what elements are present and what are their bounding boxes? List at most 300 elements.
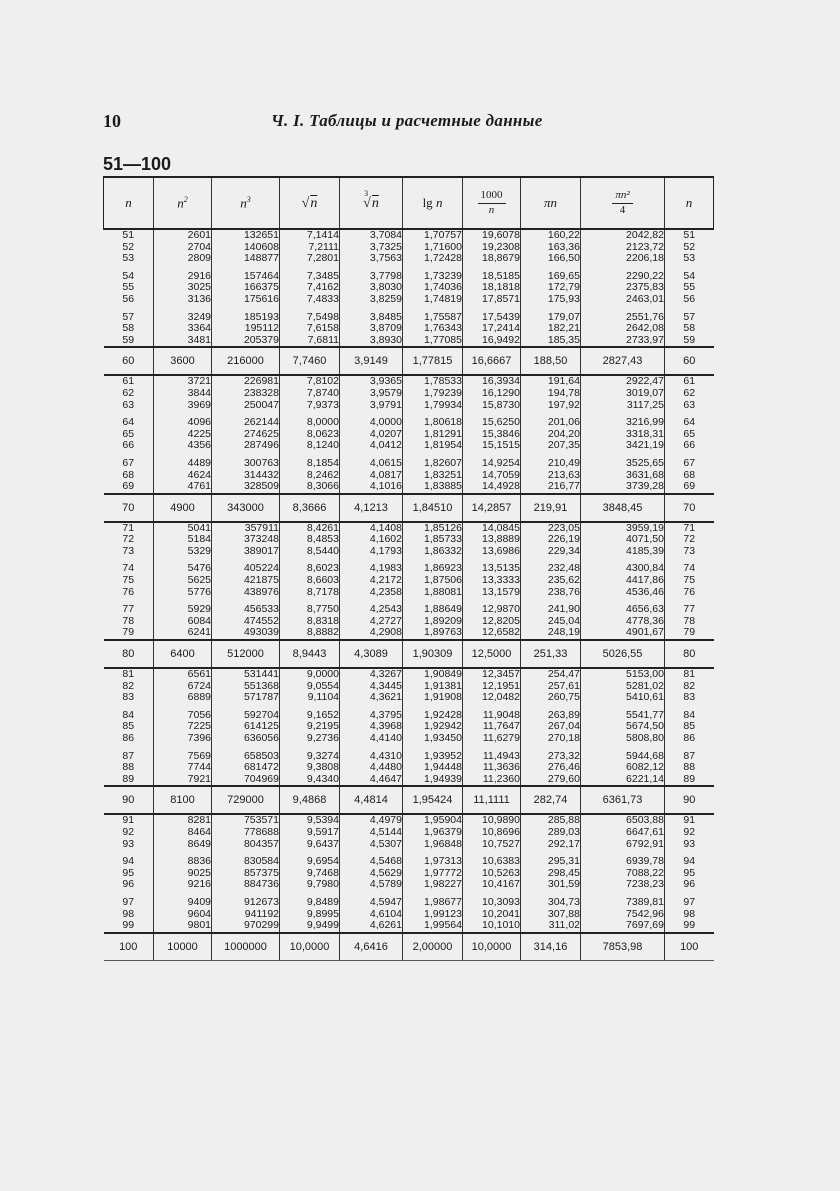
- running-title: Ч. I. Таблицы и расчетные данные: [271, 111, 543, 130]
- table-cell: 3721: [187, 375, 211, 388]
- pi-n-label: πn: [543, 195, 557, 210]
- table-cell: 884736: [243, 878, 279, 891]
- table-cell: 4,3968: [369, 720, 402, 733]
- table-cell: 307,88: [547, 907, 580, 920]
- table-cell: 9,4340: [306, 772, 339, 785]
- table-cell: 52: [683, 240, 696, 253]
- group-cell-n-squared: [154, 814, 212, 932]
- table-cell: 9,0554: [306, 679, 339, 692]
- header-row: [104, 177, 714, 229]
- cbrt-symbol-icon: [363, 188, 379, 212]
- table-cell: 1,70757: [424, 229, 462, 241]
- table-cell: 77: [122, 603, 135, 616]
- table-cell: 1,96848: [424, 837, 462, 850]
- table-cell: 182,21: [547, 322, 580, 335]
- group-cell-sqrt: [280, 814, 340, 932]
- col-header-lg: [403, 177, 463, 229]
- math-table-wrapper: [103, 176, 713, 961]
- table-cell: 1,89209: [424, 614, 462, 627]
- table-cell: 6400: [154, 640, 212, 668]
- table-cell: 4,2543: [369, 603, 402, 616]
- group-cell-pi-n: [521, 375, 581, 493]
- col-header-n: [104, 177, 154, 229]
- table-cell: 166375: [243, 281, 279, 294]
- table-cell: 2916: [187, 269, 211, 282]
- n2-exponent: 2: [183, 194, 188, 204]
- table-cell: 4900: [154, 494, 212, 522]
- table-cell: 3,8709: [369, 322, 402, 335]
- table-cell: 91: [683, 814, 696, 827]
- table-cell: 405224: [243, 562, 279, 575]
- table-cell: 16,3934: [482, 375, 520, 388]
- table-cell: 4,1213: [340, 494, 403, 522]
- table-row-decade: [104, 640, 714, 668]
- table-cell: 3481: [187, 333, 211, 346]
- table-cell: 241,90: [547, 603, 580, 616]
- table-cell: 96: [683, 878, 696, 891]
- table-cell: 72: [122, 533, 135, 546]
- table-cell: 5184: [187, 533, 211, 546]
- table-cell: 99: [122, 919, 135, 932]
- table-cell: 1,88649: [424, 603, 462, 616]
- group-cell-n: [104, 229, 154, 347]
- table-cell: 681472: [243, 761, 279, 774]
- table-cell: 5153,00: [626, 668, 664, 681]
- table-cell: 531441: [243, 668, 279, 681]
- table-cell: 1,71600: [424, 240, 462, 253]
- table-cell: 389017: [243, 544, 279, 557]
- table-cell: 276,46: [547, 761, 580, 774]
- table-cell: 9,3274: [306, 749, 339, 762]
- table-cell: 12,0482: [482, 691, 520, 704]
- table-cell: 84: [683, 708, 696, 721]
- table-cell: 76: [683, 585, 696, 598]
- table-cell: 4901,67: [626, 626, 664, 639]
- group-cell-cbrt: [340, 522, 403, 640]
- table-cell: 5944,68: [626, 749, 664, 762]
- table-cell: 207,35: [547, 439, 580, 452]
- table-cell: 257,61: [547, 679, 580, 692]
- table-cell: 3136: [187, 292, 211, 305]
- table-cell: 66: [122, 439, 135, 452]
- table-cell: 9216: [187, 878, 211, 891]
- table-cell: 169,65: [547, 269, 580, 282]
- table-cell: 18,5185: [482, 269, 520, 282]
- group-cell-lg: [403, 375, 463, 493]
- table-cell: 8,0623: [306, 427, 339, 440]
- table-cell: 238328: [243, 386, 279, 399]
- group-cell-n: [104, 522, 154, 640]
- group-cell-n-squared: [154, 375, 212, 493]
- group-cell-lg: [403, 668, 463, 786]
- group-cell-lg: [403, 814, 463, 932]
- table-cell: 86: [683, 732, 696, 744]
- group-cell-lg: [403, 229, 463, 347]
- table-cell: 15,3846: [482, 427, 520, 440]
- table-cell: 61: [122, 375, 135, 388]
- table-cell: 1,77815: [403, 347, 463, 375]
- table-cell: 7,4162: [306, 281, 339, 294]
- table-cell: 8,4261: [306, 521, 339, 534]
- table-cell: 2290,22: [626, 269, 664, 282]
- table-cell: 456533: [243, 603, 279, 616]
- table-cell: 10,8696: [482, 825, 520, 838]
- table-cell: 9,7980: [306, 878, 339, 891]
- table-cell: 1,81954: [424, 439, 462, 452]
- table-cell: 10000: [154, 933, 212, 961]
- table-cell: 100: [104, 933, 154, 961]
- table-cell: 285,88: [547, 814, 580, 827]
- table-cell: 12,8205: [482, 614, 520, 627]
- table-cell: 9,2736: [306, 732, 339, 744]
- table-cell: 18,1818: [482, 281, 520, 294]
- table-cell: 11,4943: [482, 749, 520, 762]
- table-cell: 80: [104, 640, 154, 668]
- table-cell: 77: [683, 603, 696, 616]
- table-cell: 9,5917: [306, 825, 339, 838]
- cbrt-radical: √: [363, 195, 371, 211]
- table-cell: 4,5629: [369, 866, 402, 879]
- table-cell: 9,6954: [306, 855, 339, 868]
- col-header-n-squared: [154, 177, 212, 229]
- table-cell: 298,45: [547, 866, 580, 879]
- table-cell: 88: [122, 761, 135, 774]
- n3-base: n: [240, 195, 247, 211]
- table-cell: 830584: [243, 855, 279, 868]
- table-cell: 8,8318: [306, 614, 339, 627]
- table-cell: 63: [122, 398, 135, 411]
- table-cell: 4,6416: [340, 933, 403, 961]
- table-cell: 8281: [187, 814, 211, 827]
- table-cell: 4536,46: [626, 585, 664, 598]
- cbrt-index: 3: [364, 188, 369, 198]
- table-cell: 1,91381: [424, 679, 462, 692]
- table-cell: 75: [122, 574, 135, 587]
- table-cell: 4,2358: [369, 585, 402, 598]
- table-cell: 292,17: [547, 837, 580, 850]
- table-cell: 270,18: [547, 732, 580, 744]
- table-cell: 7569: [187, 749, 211, 762]
- table-cell: 188,50: [521, 347, 581, 375]
- range-label: 51—100: [103, 154, 172, 174]
- table-cell: 304,73: [547, 895, 580, 908]
- table-cell: 2,00000: [403, 933, 463, 961]
- table-cell: 8,8882: [306, 626, 339, 639]
- table-cell: 213,63: [547, 468, 580, 481]
- table-cell: 753571: [243, 814, 279, 827]
- table-cell: 6082,12: [626, 761, 664, 774]
- table-cell: 65: [122, 427, 135, 440]
- group-cell-n-cubed: [212, 668, 280, 786]
- table-cell: 4761: [187, 480, 211, 493]
- row-group: [104, 229, 714, 347]
- table-cell: 7853,98: [581, 933, 665, 961]
- table-cell: 4,3089: [340, 640, 403, 668]
- table-cell: 3019,07: [626, 386, 664, 399]
- table-cell: 71: [122, 521, 135, 534]
- table-cell: 69: [683, 480, 696, 493]
- table-cell: 7,8102: [306, 375, 339, 388]
- table-cell: 1,94939: [424, 772, 462, 785]
- table-cell: 157464: [243, 269, 279, 282]
- table-cell: 5281,02: [626, 679, 664, 692]
- table-cell: 5329: [187, 544, 211, 557]
- table-cell: 1,99123: [424, 907, 462, 920]
- table-cell: 2827,43: [581, 347, 665, 375]
- table-cell: 4,3795: [369, 708, 402, 721]
- table-cell: 88: [683, 761, 696, 774]
- table-cell: 72: [683, 533, 696, 546]
- table-cell: 245,04: [547, 614, 580, 627]
- table-cell: 254,47: [547, 668, 580, 681]
- table-cell: 175,93: [547, 292, 580, 305]
- n3-exponent: 3: [246, 194, 251, 204]
- table-cell: 4778,36: [626, 614, 664, 627]
- table-cell: 1,94448: [424, 761, 462, 774]
- table-cell: 4,0615: [369, 456, 402, 469]
- table-cell: 79: [122, 626, 135, 639]
- table-cell: 12,9870: [482, 603, 520, 616]
- group-cell-sqrt: [280, 522, 340, 640]
- table-cell: 1,98677: [424, 895, 462, 908]
- table-cell: 8,1854: [306, 456, 339, 469]
- table-cell: 4,3621: [369, 691, 402, 704]
- lg-function: lg: [422, 195, 433, 210]
- table-cell: 89: [122, 772, 135, 785]
- table-cell: 729000: [212, 786, 280, 814]
- table-cell: 3739,28: [626, 480, 664, 493]
- table-cell: 16,1290: [482, 386, 520, 399]
- group-cell-circle-area: [581, 229, 665, 347]
- table-cell: 251,33: [521, 640, 581, 668]
- group-cell-pi-n: [521, 814, 581, 932]
- table-cell: 53: [122, 252, 135, 265]
- table-cell: 85: [122, 720, 135, 733]
- table-cell: 92: [122, 825, 135, 838]
- table-cell: 970299: [243, 919, 279, 932]
- table-cell: 3364: [187, 322, 211, 335]
- table-body: [104, 229, 714, 960]
- table-cell: 2642,08: [626, 322, 664, 335]
- table-cell: 3421,19: [626, 439, 664, 452]
- table-cell: 191,64: [547, 375, 580, 388]
- table-cell: 2733,97: [626, 333, 664, 346]
- table-row-decade: [104, 786, 714, 814]
- table-cell: 857375: [243, 866, 279, 879]
- group-cell-n: [104, 668, 154, 786]
- table-cell: 9,0000: [306, 668, 339, 681]
- table-cell: 658503: [243, 749, 279, 762]
- table-cell: 4,3445: [369, 679, 402, 692]
- table-cell: 11,6279: [482, 732, 520, 744]
- col-n-right-label: n: [685, 195, 693, 210]
- table-cell: 6503,88: [626, 814, 664, 827]
- table-cell: 9,1104: [307, 691, 339, 704]
- group-cell-cbrt: [340, 814, 403, 932]
- table-cell: 1,97772: [424, 866, 462, 879]
- table-cell: 8649: [187, 837, 211, 850]
- group-cell-pi-n: [521, 229, 581, 347]
- table-cell: 5776: [187, 585, 211, 598]
- table-cell: 1,79934: [424, 398, 462, 411]
- table-cell: 62: [683, 386, 696, 399]
- table-cell: 3,9579: [369, 386, 402, 399]
- table-cell: 8,7178: [306, 585, 339, 598]
- table-cell: 3,8030: [369, 281, 402, 294]
- table-cell: 95: [683, 866, 696, 879]
- table-cell: 94: [683, 855, 696, 868]
- table-cell: 8,2462: [306, 468, 339, 481]
- table-cell: 12,5000: [463, 640, 521, 668]
- table-cell: 4,5947: [369, 895, 402, 908]
- table-cell: 87: [122, 749, 135, 762]
- row-group: [104, 814, 714, 932]
- table-cell: 2551,76: [626, 310, 664, 323]
- table-cell: 60: [104, 347, 154, 375]
- table-cell: 19,2308: [482, 240, 520, 253]
- table-cell: 5808,80: [626, 732, 664, 744]
- table-cell: 1,97313: [424, 855, 462, 868]
- table-cell: 804357: [243, 837, 279, 850]
- table-cell: 7,2111: [308, 240, 339, 253]
- table-cell: 14,9254: [482, 456, 520, 469]
- table-cell: 8100: [154, 786, 212, 814]
- table-cell: 1,85126: [424, 521, 462, 534]
- table-cell: 91: [122, 814, 135, 827]
- table-cell: 3631,68: [626, 468, 664, 481]
- table-cell: 55: [683, 281, 696, 294]
- table-cell: 1,86332: [424, 544, 462, 557]
- table-cell: 4,5789: [369, 878, 402, 891]
- table-cell: 51: [122, 229, 135, 241]
- table-cell: 4,1793: [369, 544, 402, 557]
- group-cell-n-right: [665, 375, 714, 493]
- table-cell: 185,35: [547, 333, 580, 346]
- table-cell: 474552: [243, 614, 279, 627]
- table-cell: 4,0412: [369, 439, 402, 452]
- table-cell: 273,32: [547, 749, 580, 762]
- table-cell: 8,0000: [306, 416, 339, 429]
- table-cell: 67: [122, 456, 135, 469]
- table-cell: 11,2360: [482, 772, 520, 785]
- table-cell: 83: [122, 691, 135, 704]
- table-cell: 6889: [187, 691, 211, 704]
- table-cell: 493039: [243, 626, 279, 639]
- table-cell: 300763: [243, 456, 279, 469]
- table-cell: 1,85733: [424, 533, 462, 546]
- table-cell: 4,6104: [369, 907, 402, 920]
- group-cell-pi-n: [521, 668, 581, 786]
- group-cell-sqrt: [280, 375, 340, 493]
- table-cell: 6241: [187, 626, 211, 639]
- table-cell: 4,1602: [369, 533, 402, 546]
- col-n-label: n: [125, 195, 132, 210]
- table-cell: 18,8679: [482, 252, 520, 265]
- table-cell: 3848,45: [581, 494, 665, 522]
- table-cell: 250047: [243, 398, 279, 411]
- table-cell: 185193: [243, 310, 279, 323]
- table-cell: 7697,69: [626, 919, 664, 932]
- table-cell: 17,5439: [482, 310, 520, 323]
- table-cell: 132651: [243, 229, 279, 241]
- group-cell-n-squared: [154, 668, 212, 786]
- table-cell: 179,07: [547, 310, 580, 323]
- table-cell: 100: [665, 933, 714, 961]
- group-cell-reciprocal: [463, 522, 521, 640]
- table-cell: 7,3485: [306, 269, 339, 282]
- table-cell: 3,8485: [369, 310, 402, 323]
- table-cell: 10,0000: [280, 933, 340, 961]
- table-cell: 8,5440: [306, 544, 339, 557]
- table-cell: 68: [122, 468, 135, 481]
- table-cell: 80: [665, 640, 714, 668]
- table-cell: 94: [122, 855, 135, 868]
- table-cell: 13,5135: [482, 562, 520, 575]
- table-cell: 229,34: [547, 544, 580, 557]
- group-cell-pi-n: [521, 522, 581, 640]
- table-cell: 59: [683, 333, 696, 346]
- table-cell: 85: [683, 720, 696, 733]
- table-cell: 289,03: [547, 825, 580, 838]
- table-cell: 81: [122, 668, 135, 681]
- table-cell: 295,31: [547, 855, 580, 868]
- table-cell: 96: [122, 878, 135, 891]
- table-cell: 14,2857: [463, 494, 521, 522]
- table-cell: 10,5263: [482, 866, 520, 879]
- table-cell: 4,0817: [369, 468, 402, 481]
- table-cell: 7542,96: [626, 907, 664, 920]
- page-header: [103, 111, 733, 135]
- table-cell: 1,84510: [403, 494, 463, 522]
- table-cell: 235,62: [547, 574, 580, 587]
- table-cell: 4,0207: [369, 427, 402, 440]
- table-cell: 10,3093: [482, 895, 520, 908]
- table-cell: 216,77: [547, 480, 580, 493]
- table-cell: 1,83251: [424, 468, 462, 481]
- table-cell: 4,2172: [369, 574, 402, 587]
- table-cell: 7056: [187, 708, 211, 721]
- table-cell: 2206,18: [626, 252, 664, 265]
- table-cell: 58: [683, 322, 696, 335]
- table-cell: 210,49: [547, 456, 580, 469]
- table-cell: 82: [122, 679, 135, 692]
- table-cell: 197,92: [547, 398, 580, 411]
- table-cell: 6221,14: [626, 772, 664, 785]
- table-cell: 61: [683, 375, 696, 388]
- group-cell-n-right: [665, 814, 714, 932]
- table-cell: 1,92428: [424, 708, 462, 721]
- table-cell: 66: [683, 439, 696, 452]
- table-cell: 140608: [243, 240, 279, 253]
- reciprocal-numerator: 1000: [478, 190, 506, 204]
- table-cell: 1,89763: [424, 626, 462, 639]
- table-cell: 1,79239: [424, 386, 462, 399]
- group-cell-circle-area: [581, 668, 665, 786]
- table-cell: 57: [683, 310, 696, 323]
- table-cell: 592704: [243, 708, 279, 721]
- table-cell: 8,3066: [306, 480, 339, 493]
- table-cell: 9409: [187, 895, 211, 908]
- table-cell: 83: [683, 691, 696, 704]
- table-cell: 1,90849: [424, 668, 462, 681]
- table-cell: 74: [683, 562, 696, 575]
- table-cell: 54: [683, 269, 696, 282]
- lg-argument: n: [435, 195, 443, 210]
- table-cell: 11,9048: [482, 708, 520, 721]
- table-cell: 4,5468: [369, 855, 402, 868]
- table-cell: 13,3333: [482, 574, 520, 587]
- table-cell: 73: [122, 544, 135, 557]
